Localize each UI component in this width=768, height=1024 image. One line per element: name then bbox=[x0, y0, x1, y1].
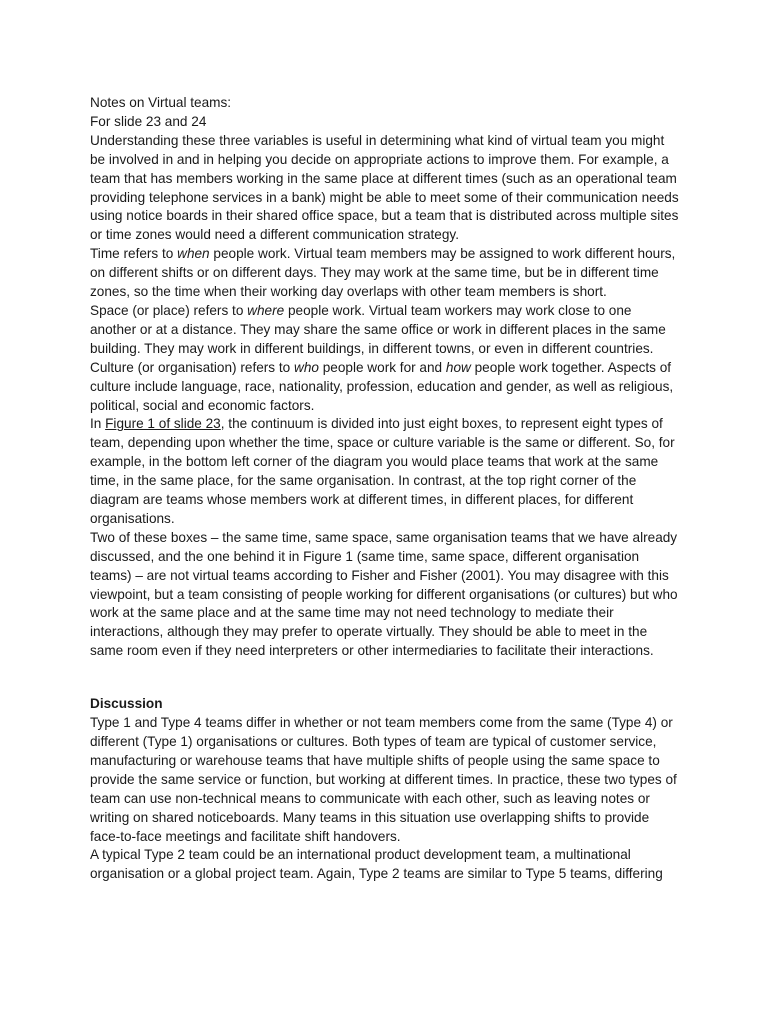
notes-title: Notes on Virtual teams: bbox=[90, 95, 232, 110]
time-paragraph: Time refers to when people work. Virtual team members may be assigned to work different hours, on different shifts or on different days. They may work at the same time, but be in different time zones, so the time when their working day overlaps with other team members is short. bbox=[90, 246, 676, 300]
boxes-paragraph: Two of these boxes – the same time, same space, same organisation teams that we have already discussed, and the one behind it in Figure 1 (same time, same space, different organisation teams) – are not virtual teams according to Fisher and Fisher (2001). You may disagree with this viewpoint, but a team consisting of people working for different organisations (or cultures) but who work at the same place and at the same time may not need technology to mediate their interactions, although they may prefer to operate virtually. They should be able to meet in the same room even if they need interpreters or other intermediaries to facilitate their interactions. bbox=[90, 529, 678, 659]
space-paragraph: Space (or place) refers to where people work. Virtual team workers may work close to one another or at a distance. They may share the same office or work in different places in the same building. They may work in different buildings, in different towns, or even in different countries. bbox=[90, 302, 666, 356]
document-page bbox=[90, 94, 680, 884]
intro-paragraph: Understanding these three variables is useful in determining what kind of virtual team you might be involved in and in helping you decide on appropriate actions to improve them. For example, a team that has members working in the same place at different times (such as an operational team providing telephone services in a bank) might be able to meet some of their communication needs using notice boards in their shared office space, but a team that is distributed across multiple sites or time zones would need a different communication strategy. bbox=[90, 132, 679, 243]
discussion-paragraph-2: A typical Type 2 team could be an international product development team, a multinational organisation or a global project team. Again, Type 2 teams are similar to Type 5 teams, differing bbox=[90, 847, 663, 882]
figure-paragraph: In Figure 1 of slide 23, the continuum is divided into just eight boxes, to represent eight types of team, depending upon whether the time, space or culture variable is the same or different. So, for example, in the bottom left corner of the diagram you would place teams that work at the same time, in the same place, for the same organisation. In contrast, at the top right corner of the diagram are teams whose members work at different times, in different places, for different organisations. bbox=[90, 416, 675, 526]
discussion-heading: Discussion bbox=[90, 696, 163, 712]
section-spacer bbox=[90, 661, 680, 695]
culture-paragraph: Culture (or organisation) refers to who people work for and how people work together. Aspects of culture include language, race, nationality, profession, education and gender, as well as religious, political, social and economic factors. bbox=[90, 359, 674, 413]
notes-subtitle: For slide 23 and 24 bbox=[90, 113, 207, 129]
figure-link[interactable]: Figure 1 of slide 23 bbox=[105, 416, 221, 432]
discussion-paragraph-1: Type 1 and Type 4 teams differ in whether or not team members come from the same (Type 4) or different (Type 1) organisations or cultures. Both types of team are typical of customer service, manufacturing or warehouse teams that have multiple shifts of people using the same space to provide the same service or function, but working at different times. In practice, these two types of team can use non-technical means to communicate with each other, such as leaving notes or writing on shared noticeboards. Many teams in this situation use overlapping shifts to provide face-to-face meetings and facilitate shift handovers. bbox=[90, 715, 677, 844]
